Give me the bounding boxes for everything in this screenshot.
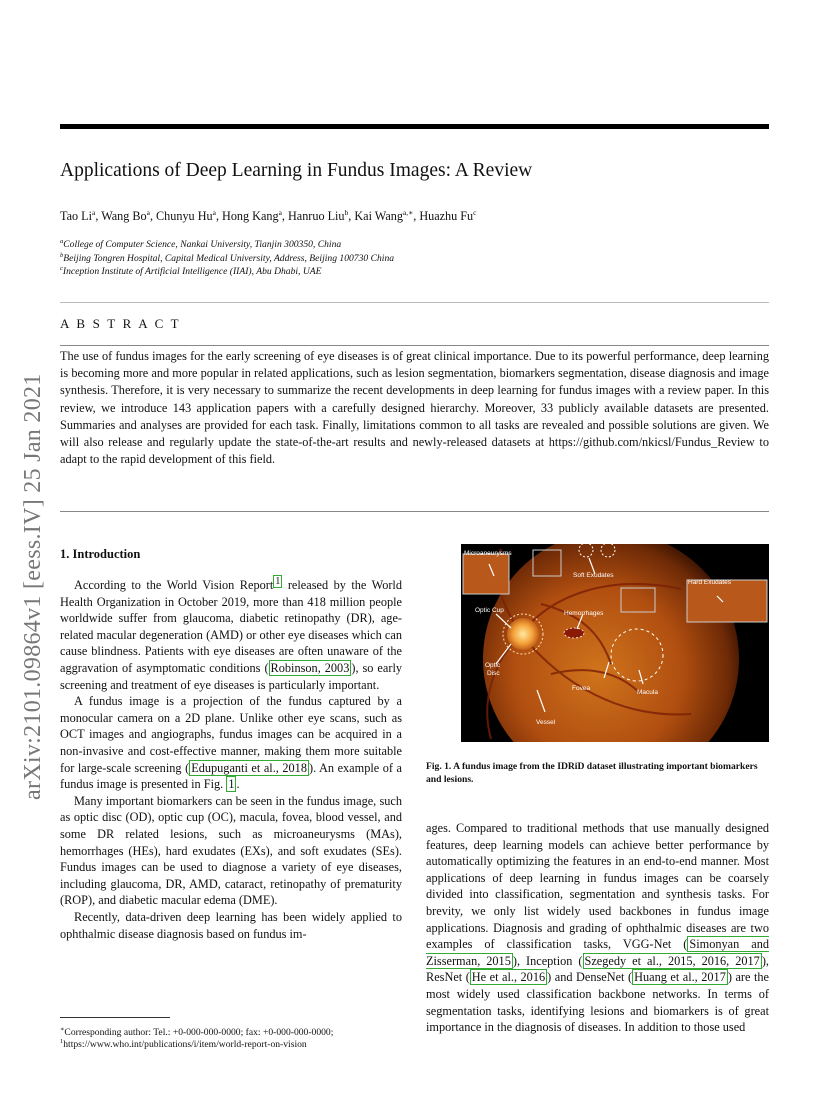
- label-optic-disc: Disc: [487, 670, 500, 677]
- section-heading: 1. Introduction: [60, 547, 141, 561]
- label-macula: Macula: [637, 689, 658, 696]
- footnote: $^1$https://www.who.int/publications/i/item/world-report-on-vision: [60, 1038, 307, 1051]
- label-optic-disc: Optic: [485, 662, 501, 669]
- text-run: ) and DenseNet (: [547, 970, 633, 985]
- abstract-heading: A B S T R A C T: [60, 316, 181, 331]
- paragraph: [60, 574, 402, 693]
- label-optic-cup: Optic Cup: [475, 607, 504, 614]
- microaneurysm-inset: [463, 554, 509, 594]
- author: Hanruo Liu$^b$,: [288, 208, 355, 224]
- footnote-rule: [60, 1017, 170, 1018]
- text-run: released by the World Health Organization in October 2019, more than 418 million people worldwide suffer from glaucoma, diabetic retinopathy (DR), age-related macular degeneration (AMD) or other eye diseases which can cause blindness. Patients with eye diseases are often unaware of the aggravation of asymptomatic conditions (: [60, 578, 402, 676]
- text-run: According to the World Vision Report: [74, 578, 274, 593]
- citation-link[interactable]: Simonyan and Zisserman, 2015: [426, 937, 769, 968]
- author: Chunyu Hu$^a$,: [156, 208, 223, 224]
- text-run: ) are the most widely used classification backbone networks. In terms of segmentation tasks, identifying lesions and biomarkers is of great importance in the diagnosis of diseases. In addition to those used: [426, 970, 769, 1035]
- figure-caption: Fig. 1. A fundus image from the IDRiD dataset illustrating important biomarkers and lesions.: [426, 761, 758, 785]
- affiliation: $^b$Beijing Tongren Hospital, Capital Medical University, Address, Beijing 100730 China: [60, 252, 395, 265]
- label-hemorrhages: Hemorrhages: [564, 610, 604, 617]
- arxiv-identifier: arXiv:2101.09864v1 [eess.IV] 25 Jan 2021: [20, 373, 46, 800]
- author: Huazhu Fu$^c$: [419, 208, 477, 224]
- text-run: ages. Compared to traditional methods that use manually designed features, deep learning models can achieve better performance by automatically optimizing the features in an end-to-end manner. Most applications of deep learning in fundus images can be coarsely divided into classification, segmentation and synthesis tasks. For brevity, we only list widely used backbones in fundus image applications. Diagnosis and grading of ophthalmic diseases are two examples of classification tasks, VGG-Net (: [426, 821, 769, 952]
- author: Hong Kang$^a$,: [222, 208, 288, 224]
- citation-link[interactable]: Szegedy et al., 2015, 2016, 2017: [584, 953, 760, 968]
- abstract-divider: [60, 345, 769, 346]
- optic-disc: [507, 618, 539, 650]
- text-run: ), Inception (: [512, 953, 583, 968]
- author: Wang Bo$^a$,: [101, 208, 157, 224]
- label-soft-exudates: Soft Exudates: [573, 572, 614, 579]
- text-run: Many important biomarkers can be seen in the fundus image, such as optic disc (OD), optic cup (OC), macula, fovea, blood vessel, and some DR related lesions, such as microaneurysms (MAs), hemorrhages (HEs), hard exudates (EXs), and soft exudates (SEs). Fundus images can be used to diagnose a variety of eye diseases, including glaucoma, DR, AMD, cataract, retinopathy of prematurity (ROP), and diabetic macular edema (DME).: [60, 793, 402, 908]
- left-column: [60, 574, 402, 942]
- paragraph: [60, 793, 402, 909]
- fundus-image: [461, 544, 769, 742]
- text-run: Recently, data-driven deep learning has been widely applied to ophthalmic disease diagnosis based on fundus im-: [60, 909, 402, 941]
- text-run: A fundus image is a projection of the fundus captured by a monocular camera on a 2D plane. Unlike other eye scans, such as OCT images and angiographs, fundus images can be acquired in a non-invasive and cost-effective manner, making them more suitable for large-scale screening (: [60, 694, 402, 775]
- section-divider: [60, 302, 769, 303]
- citation-link[interactable]: Robinson, 2003: [270, 661, 350, 676]
- label-microaneurysms: Microaneurysms: [464, 550, 512, 557]
- hard-exudate-inset: [687, 580, 767, 622]
- affiliation: $^a$College of Computer Science, Nankai University, Tianjin 300350, China: [60, 238, 342, 251]
- abstract-end-divider: [60, 511, 769, 512]
- text-run: ). An example of a fundus image is presented in Fig.: [60, 760, 402, 792]
- abstract-text: The use of fundus images for the early screening of eye diseases is of great clinical importance. Due to its powerful performance, deep learning is becoming more and more popular in related applications, such as lesion segmentation, biomarkers segmentation, disease diagnosis and image synthesis. Therefore, it is very necessary to summarize the recent developments in deep learning for fundus images with a review paper. In this review, we introduce 143 application papers with a carefully designed hierarchy. Moreover, 33 publicly available datasets are presented. Summaries and analyses are provided for each task. Finally, limitations common to all tasks are revealed and possible solutions are given. We will also release and regularly update the state-of-the-art results and newly-released datasets at https://github.com/nkicsl/Fundus_Review to adapt to the rapid development of this field.: [60, 349, 769, 467]
- label-fovea: Fovea: [572, 685, 591, 692]
- paragraph: [60, 909, 402, 942]
- label-vessel: Vessel: [536, 719, 556, 726]
- footnote: ∗Corresponding author: Tel.: +0-000-000-0000; fax: +0-000-000-0000;: [60, 1026, 334, 1039]
- label-hard-exudates: Hard Exudates: [688, 579, 731, 586]
- citation-link[interactable]: Edupuganti et al., 2018: [191, 760, 307, 775]
- citation-link[interactable]: Huang et al., 2017: [634, 970, 726, 985]
- citation-link[interactable]: 1: [275, 576, 281, 587]
- text-run: ), so early screening and treatment of eye diseases is particularly important.: [60, 661, 403, 692]
- right-column: [426, 820, 769, 1036]
- paper-title: Applications of Deep Learning in Fundus Images: A Review: [60, 160, 533, 181]
- affiliation: $^c$Inception Institute of Artificial Intelligence (IIAI), Abu Dhabi, UAE: [60, 265, 322, 278]
- header-rule: [60, 124, 769, 129]
- paragraph: [426, 820, 769, 1036]
- fundus-figure: [461, 544, 769, 742]
- author: Kai Wang$^{a,∗}$,: [354, 208, 420, 224]
- text-run: .: [236, 777, 240, 792]
- text-run: ), ResNet (: [426, 953, 769, 985]
- hemorrhage: [564, 628, 584, 638]
- author: Tao Li$^a$,: [60, 208, 102, 224]
- citation-link[interactable]: 1: [228, 777, 235, 792]
- citation-link[interactable]: He et al., 2016: [471, 970, 546, 985]
- paragraph: [60, 693, 402, 793]
- author-list: [60, 208, 477, 224]
